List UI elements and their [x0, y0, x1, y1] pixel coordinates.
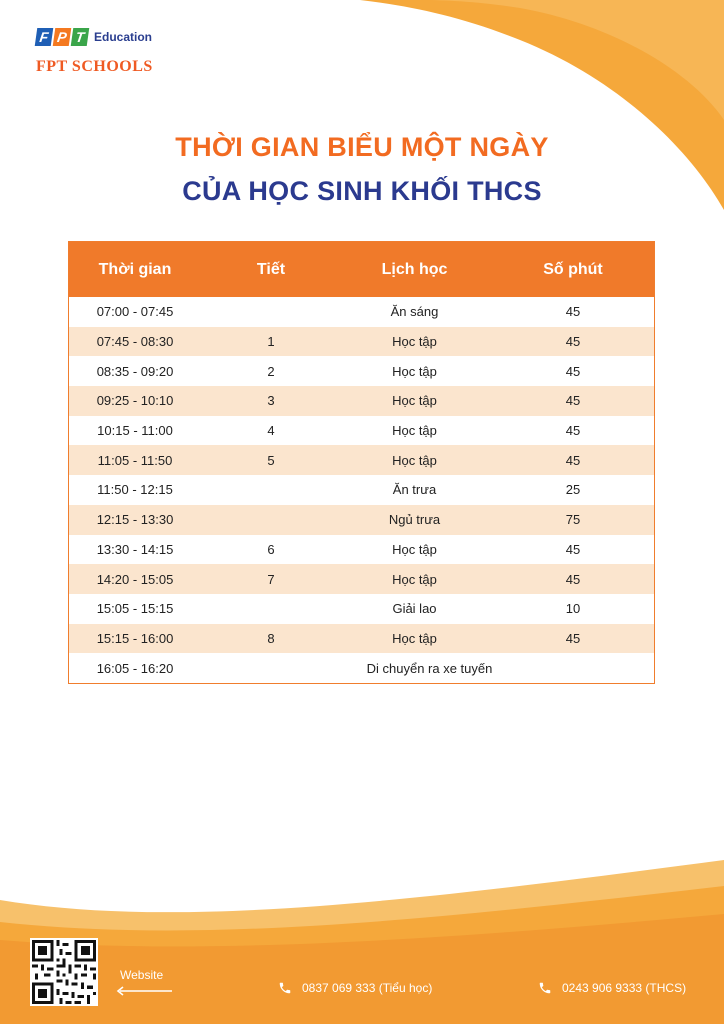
cell-time: 15:15 - 16:00 [96, 630, 174, 646]
table-row [69, 416, 654, 446]
phone-secondary[interactable]: 0243 906 9333 (THCS) [562, 981, 687, 995]
cell-minutes: 45 [565, 571, 581, 587]
cell-period: 5 [267, 452, 275, 468]
fpt-schools-label: FPT SCHOOLS [36, 58, 153, 75]
header-minutes: Số phút [543, 260, 603, 278]
cell-activity: Ăn trưa [392, 482, 437, 498]
cell-time: 16:05 - 16:20 [96, 660, 174, 676]
header-time: Thời gian [98, 260, 172, 278]
page-title: THỜI GIAN BIỂU MỘT NGÀY [175, 132, 549, 162]
cell-activity: Học tập [392, 423, 437, 439]
cell-time: 11:50 - 12:15 [97, 482, 173, 498]
cell-time: 12:15 - 13:30 [96, 512, 174, 528]
cell-activity: Học tập [392, 363, 437, 379]
table-row [69, 297, 654, 327]
education-label: Education [94, 30, 153, 44]
table-row [69, 475, 654, 505]
cell-time: 11:05 - 11:50 [97, 452, 173, 468]
cell-activity: Học tập [392, 541, 437, 557]
contact-primary[interactable] [278, 981, 432, 995]
table-row [69, 327, 654, 357]
cell-activity: Học tập [392, 452, 437, 468]
cell-minutes: 45 [565, 393, 581, 409]
fpt-letters [36, 28, 88, 46]
cell-time: 09:25 - 10:10 [96, 393, 174, 409]
cell-time: 15:05 - 15:15 [96, 601, 174, 617]
cell-minutes: 10 [565, 601, 581, 617]
header-period: Tiết [256, 260, 286, 278]
header-activity: Lịch học [381, 260, 448, 278]
fpt-letter-p: P [53, 28, 72, 46]
cell-period: 4 [267, 423, 275, 439]
table-row [69, 535, 654, 565]
cell-activity: Ngủ trưa [388, 512, 441, 528]
table-row [69, 624, 654, 654]
website-label[interactable]: Website [120, 968, 164, 982]
cell-time: 07:45 - 08:30 [96, 334, 174, 350]
cell-period: 1 [267, 334, 275, 350]
cell-activity: Học tập [392, 571, 437, 587]
cell-minutes: 45 [565, 630, 581, 646]
table-row [69, 356, 654, 386]
table-row [69, 386, 654, 416]
footer-swoosh [0, 860, 724, 1024]
cell-minutes: 45 [565, 541, 581, 557]
cell-minutes: 75 [565, 512, 581, 528]
cell-period: 6 [267, 541, 275, 557]
contact-secondary[interactable] [538, 981, 686, 995]
table-header [69, 242, 654, 297]
phone-icon [538, 981, 552, 995]
fpt-logo [36, 28, 153, 76]
table-row-last [69, 653, 654, 683]
cell-activity: Học tập [392, 334, 437, 350]
cell-period: 7 [267, 571, 275, 587]
table-row [69, 564, 654, 594]
cell-time: 13:30 - 14:15 [96, 541, 174, 557]
cell-period: 2 [267, 363, 275, 379]
qr-code-icon[interactable] [30, 938, 98, 1006]
schedule-table [68, 241, 655, 684]
cell-minutes: 45 [565, 423, 581, 439]
cell-activity: Học tập [392, 393, 437, 409]
cell-time: 08:35 - 09:20 [96, 363, 174, 379]
cell-period: 3 [267, 393, 275, 409]
page-subtitle: CỦA HỌC SINH KHỐI THCS [182, 176, 542, 206]
arrow-left-icon [116, 986, 172, 996]
cell-minutes: 45 [565, 304, 581, 320]
cell-time: 07:00 - 07:45 [96, 304, 174, 320]
table-row [69, 594, 654, 624]
cell-activity: Học tập [392, 630, 437, 646]
cell-minutes: 45 [565, 363, 581, 379]
phone-icon [278, 981, 292, 995]
cell-minutes: 45 [565, 334, 581, 350]
cell-period: 8 [267, 630, 275, 646]
cell-activity: Giải lao [392, 601, 437, 617]
cell-minutes: 25 [565, 482, 581, 498]
cell-time: 10:15 - 11:00 [97, 423, 173, 439]
fpt-letter-t: T [71, 28, 90, 46]
table-row [69, 445, 654, 475]
cell-activity: Di chuyển ra xe tuyến [366, 660, 493, 676]
cell-minutes: 45 [565, 452, 581, 468]
table-row [69, 505, 654, 535]
fpt-letter-f: F [35, 28, 54, 46]
phone-primary[interactable]: 0837 069 333 (Tiểu học) [302, 981, 433, 995]
cell-time: 14:20 - 15:05 [96, 571, 174, 587]
cell-activity: Ăn sáng [390, 304, 439, 320]
